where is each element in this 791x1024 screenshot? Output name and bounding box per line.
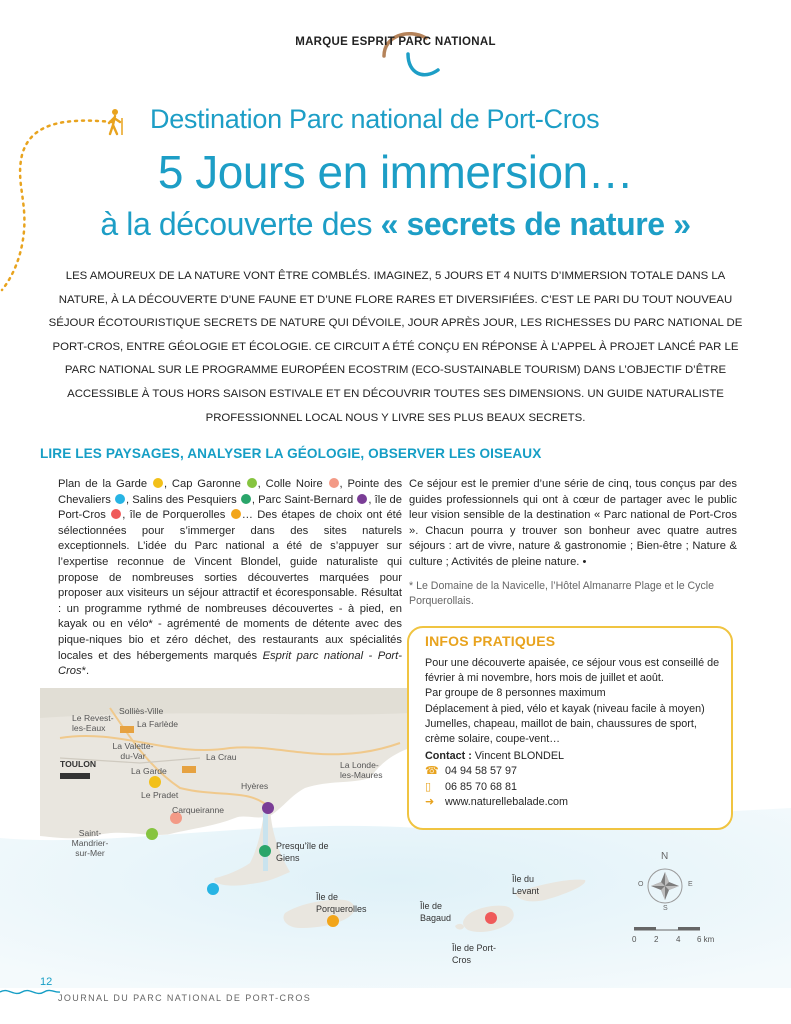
site-dot-pink	[329, 478, 339, 488]
site-name: île de Port-Cros	[58, 493, 402, 522]
subtitle-prefix: à la découverte des	[100, 206, 381, 242]
site-dot-red	[111, 509, 121, 519]
site-name: Colle Noire	[265, 478, 323, 490]
phone-1: 04 94 58 57 97	[445, 765, 518, 778]
map-label-porquerolles: Île de Porquerolles	[316, 892, 367, 914]
map-label-valette: La Valette-du-Var	[112, 741, 154, 761]
map-label-farlede: La Farlède	[137, 719, 179, 729]
map-label-hyeres: Hyères	[241, 781, 269, 791]
compass-west: O	[638, 881, 644, 888]
map-label-le-pradet: Le Pradet	[141, 790, 179, 800]
brand-mention: Esprit parc national - Port-Cros	[58, 649, 402, 678]
site-name: Parc Saint-Bernard	[258, 493, 354, 506]
scale-tick-2: 2	[654, 935, 659, 944]
phone-icon: ☎	[425, 765, 439, 778]
site-name: Salins des Pesquiers	[132, 493, 237, 506]
brand-logo-arc	[378, 26, 442, 82]
map-label-carqueiranne: Carqueiranne	[172, 805, 225, 815]
marker-pointe-chevaliers	[207, 883, 219, 895]
site-name: Pointe des Chevaliers	[58, 478, 403, 506]
infos-line: Déplacement à pied, vélo et kayak (niveau facile à moyen)	[425, 702, 705, 715]
compass-south: S	[663, 905, 668, 912]
map-label-levant: Île du Levant	[512, 874, 540, 896]
site-dot-yellow	[153, 478, 163, 488]
compass-north: N	[661, 851, 669, 862]
site-dot-green	[247, 478, 257, 488]
article-column-2: Ce séjour est le premier d’une série de cinq, tous conçus par des guides professionnels qui ont à cœur de partager avec le public leur vision sensible de la destination « Parc national de Port-Cros ». Chacun pourra y trouver son bonheur avec quatre autres séjours : art de vivre, nature & gastronomie ; Bien-être ; Nature & culture ; Activités de pleine nature. •	[409, 478, 737, 568]
journal-name: JOURNAL DU PARC NATIONAL DE PORT-CROS	[58, 993, 312, 1003]
marker-porquerolles	[327, 915, 339, 927]
brand-label: MARQUE ESPRIT PARC NATIONAL	[295, 36, 496, 48]
footnote: * Le Domaine de la Navicelle, l’Hôtel Almanarre Plage et le Cycle Porquerollais.	[409, 580, 715, 607]
arrow-right-icon: ➜	[425, 795, 435, 808]
contact-line	[425, 749, 725, 764]
map-label-saint-mandrier: Saint-Mandrier-sur-Mer	[71, 828, 109, 858]
map-label-bagaud: Île de Bagaud	[420, 901, 452, 923]
marker-port-cros	[485, 912, 497, 924]
site-dot-blue	[115, 494, 125, 504]
scale-tick-6: 6 km	[697, 935, 715, 944]
compass-rose-icon	[648, 869, 682, 903]
subtitle	[0, 206, 791, 243]
map-label-port-cros: Île de Port-Cros	[452, 943, 497, 965]
main-title: 5 Jours en immersion…	[157, 146, 634, 198]
section-title: LIRE LES PAYSAGES, ANALYSER LA GÉOLOGIE, OBSERVER LES OISEAUX	[40, 446, 542, 461]
scale-tick-4: 4	[676, 935, 681, 944]
site-name: Cap Garonne	[171, 478, 241, 490]
site-dot-orange	[231, 509, 241, 519]
marker-plan-de-la-garde	[149, 776, 161, 788]
scale-tick-0: 0	[632, 935, 637, 944]
marker-parc-saint-bernard	[262, 802, 274, 814]
marker-cap-garonne	[146, 828, 158, 840]
map-label-toulon: TOULON	[60, 759, 97, 769]
subtitle-highlight: « secrets de nature »	[380, 206, 691, 242]
infos-line: Par groupe de 8 personnes maximum	[425, 687, 606, 700]
infos-line: Jumelles, chapeau, maillot de bain, chaussures de sport, crème solaire, coupe-vent…	[425, 717, 697, 746]
mobile-phone-icon: ▯	[425, 780, 432, 793]
phone-2: 06 85 70 68 81	[445, 780, 518, 793]
column-1-text: … Des étapes de choix ont été sélectionnées pour s’immerger dans des sites naturels exceptionnels. L’idée du Parc national a été de s’appuyer sur l’expertise reconnue de Vincent Blondel, guide naturaliste qui propose de nombreuses sorties découvertes marquées pour proposer aux visiteurs un séjour attractif et écoresponsable. Résultat : un programme rythmé de nombreuses découvertes - à pied, en kayak ou en vélo* - agrémenté de moments de détente avec des pique-niques bio et zéro déchet, des restaurants aux spécialités locales et des hébergements marqués	[58, 509, 402, 662]
infos-body	[425, 656, 725, 810]
intro-paragraph: LES AMOUREUX DE LA NATURE VONT ÊTRE COMBLÉS. IMAGINEZ, 5 JOURS ET 4 NUITS D’IMMERSION TOTALE DANS LA NATURE, À LA DÉCOUVERTE D’UNE FAUNE ET D’UNE FLORE RARES ET DIVERSIFIÉES. C’EST LE PARI DU TOUT NOUVEAU SÉJOUR ÉCOTOURISTIQUE SECRETS DE NATURE QUI DÉVOILE, JOUR APRÈS JOUR, LES RICHESSES DU PARC NATIONAL DE PORT-CROS, ENTRE GÉOLOGIE ET ÉCOLOGIE. CE CIRCUIT A ÉTÉ CONÇU EN RÉPONSE À L’APPEL À PROJET LANCÉ PAR LE PARC NATIONAL SUR LE PROGRAMME EUROPÉEN ECOSTRIM (ECO-SUSTAINABLE TOURISM) DANS L’OBJECTIF D’ÊTRE ACCESSIBLE À TOUS HORS SAISON ESTIVALE ET EN DÉCOUVRIR TOUTES SES DIMENSIONS. UN GUIDE NATURALISTE PROFESSIONNEL LOCAL NOUS Y LIVRE SES PLUS BEAUX SECRETS.	[48, 270, 743, 424]
page-number: 12	[40, 976, 53, 988]
map-label-giens: Presqu’île de Giens	[276, 841, 329, 863]
site-dot-purple	[357, 494, 367, 504]
column-1-end: *.	[81, 665, 90, 678]
contact-label: Contact :	[425, 750, 472, 763]
marker-salins-pesquiers	[259, 845, 271, 857]
article-column-1: Plan de la Garde , Cap Garonne , Colle Noire , Pointe des Chevaliers , Salins des Pesquiers , Parc Saint-Bernard , île de Port-Cros , île de Porquerolles … Des étapes de choix ont été sélectionnées pour s’immerger dans des sites naturels exceptionnels. L’idée du Parc national a été de s’appuyer sur l’expertise reconnue de Vincent Blondel, guide naturaliste qui propose de nombreuses sorties découvertes marquées pour proposer aux visiteurs un séjour attractif et écoresponsable. Résultat : un programme rythmé de nombreuses découvertes - à pied, en kayak ou en vélo* - agrémenté de moments de détente avec des pique-niques bio et zéro déchet, des restaurants aux spécialités locales et des hébergements marqués Esprit parc national - Port-Cros*.	[58, 478, 403, 678]
title-destination: Destination Parc national de Port-Cros	[150, 104, 600, 134]
site-name: Plan de la Garde	[58, 478, 148, 490]
infos-line: Pour une découverte apaisée, ce séjour vous est conseillé de février à mi novembre, hors mois de juillet et août.	[425, 657, 720, 685]
website-link[interactable]: www.naturellebalade.com	[445, 795, 569, 808]
map-label-la-crau: La Crau	[206, 752, 237, 762]
compass-east: E	[688, 881, 693, 888]
map-label-la-londe: La Londe-les-Maures	[340, 760, 383, 780]
map-label-sollies: Solliès-Ville	[119, 706, 164, 716]
infos-title: INFOS PRATIQUES	[425, 633, 556, 649]
site-dot-dark-green	[241, 494, 251, 504]
map-label-la-garde: La Garde	[131, 766, 167, 776]
site-name: île de Porquerolles	[129, 509, 226, 522]
map-label-revest: Le Revest-les-Eaux	[72, 713, 114, 733]
hiker-icon	[104, 108, 126, 136]
contact-name: Vincent BLONDEL	[474, 750, 565, 763]
